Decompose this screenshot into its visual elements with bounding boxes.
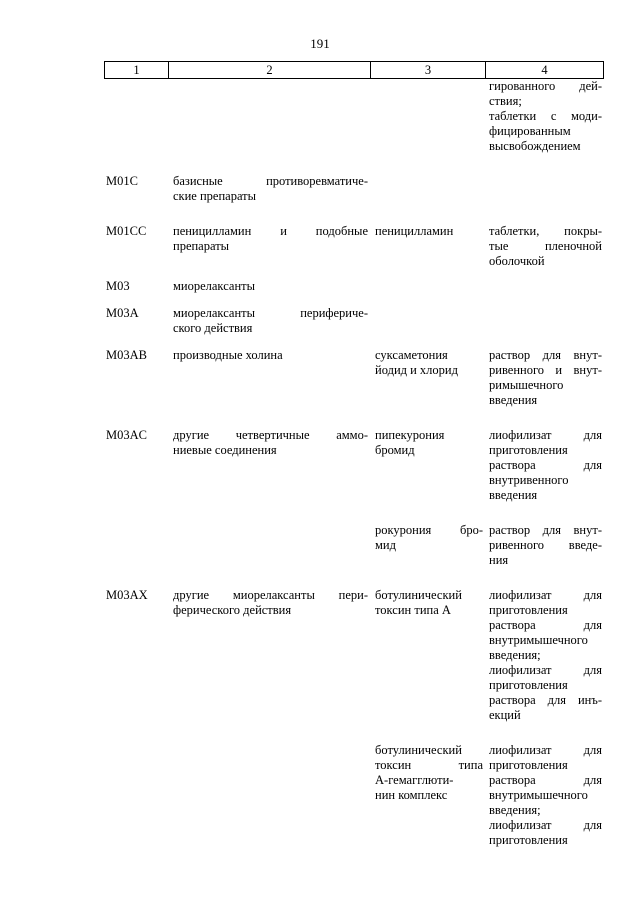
drug-name-line: мид	[375, 538, 396, 552]
drug-name-line: пипекурония	[375, 428, 445, 442]
cell-dosage-form	[485, 588, 604, 723]
drug-name-line: суксаметония	[375, 348, 448, 362]
dosage-form-line: приготовления	[489, 678, 568, 692]
ATC-code-line: M03A	[106, 306, 139, 320]
table-header	[104, 61, 604, 79]
dosage-form-line: введения;	[489, 803, 541, 817]
table-row	[104, 174, 604, 204]
dosage-form-line: ривенного и внут-	[489, 363, 602, 377]
dosage-form-line: приготовления	[489, 443, 568, 457]
dosage-form-line: римышечного	[489, 378, 564, 392]
table-row	[104, 348, 604, 408]
cell-drug-name	[370, 174, 485, 204]
drug-name-line: рокурония бро-	[375, 523, 483, 537]
table-row	[104, 79, 604, 154]
dosage-form-line: внутривенного	[489, 473, 569, 487]
dosage-form-line: оболочкой	[489, 254, 545, 268]
table-row	[104, 743, 604, 848]
group-name-line: препараты	[173, 239, 230, 253]
drug-name-line: пеницилламин	[375, 224, 454, 238]
header-col-1: 1	[104, 62, 168, 78]
table-row	[104, 306, 604, 336]
ATC-code-line: M03AX	[106, 588, 148, 602]
dosage-form-line: введения;	[489, 648, 541, 662]
dosage-form-line: лиофилизат для	[489, 428, 602, 442]
cell-ATC-code	[104, 306, 168, 336]
dosage-form-line: раствора для	[489, 458, 602, 472]
cell-drug-name	[370, 743, 485, 848]
dosage-form-line: ния	[489, 553, 509, 567]
drug-name-line: токсин типа	[375, 758, 483, 772]
cell-drug-name	[370, 79, 485, 154]
group-name-line: пеницилламин и подобные	[173, 224, 368, 238]
cell-dosage-form	[485, 743, 604, 848]
group-name-line: производные холина	[173, 348, 283, 362]
dosage-form-line: раствора для инъ-	[489, 693, 602, 707]
group-name-line: миорелаксанты	[173, 279, 255, 293]
cell-ATC-code	[104, 588, 168, 723]
dosage-form-line: внутримышечного	[489, 633, 588, 647]
ATC-code-line: M03AB	[106, 348, 147, 362]
table-row	[104, 588, 604, 723]
cell-group-name	[168, 79, 370, 154]
drug-name-line: нин комплекс	[375, 788, 448, 802]
header-col-4: 4	[485, 62, 604, 78]
table-row	[104, 224, 604, 269]
cell-dosage-form	[485, 79, 604, 154]
cell-dosage-form	[485, 174, 604, 204]
cell-dosage-form	[485, 428, 604, 503]
dosage-form-line: лиофилизат для	[489, 743, 602, 757]
dosage-form-line: фицированным	[489, 124, 571, 138]
cell-ATC-code	[104, 743, 168, 848]
cell-drug-name	[370, 224, 485, 269]
cell-ATC-code	[104, 279, 168, 294]
group-name-line: другие четвертичные аммо-	[173, 428, 368, 442]
table-row	[104, 279, 604, 294]
cell-group-name	[168, 743, 370, 848]
cell-group-name	[168, 224, 370, 269]
dosage-form-line: ствия;	[489, 94, 522, 108]
dosage-form-line: раствора для	[489, 618, 602, 632]
header-col-3: 3	[370, 62, 485, 78]
ATC-code-line: M03AC	[106, 428, 147, 442]
dosage-form-line: введения	[489, 488, 538, 502]
cell-drug-name	[370, 306, 485, 336]
cell-ATC-code	[104, 174, 168, 204]
dosage-form-line: тые пленочной	[489, 239, 602, 253]
cell-group-name	[168, 588, 370, 723]
drug-name-line: ботулинический	[375, 743, 462, 757]
group-name-line: ского действия	[173, 321, 253, 335]
cell-ATC-code	[104, 523, 168, 568]
group-name-line: ниевые соединения	[173, 443, 277, 457]
table-body	[104, 79, 604, 848]
drug-name-line: бромид	[375, 443, 415, 457]
drug-name-line: ботулинический	[375, 588, 462, 602]
cell-dosage-form	[485, 306, 604, 336]
cell-group-name	[168, 523, 370, 568]
cell-ATC-code	[104, 79, 168, 154]
dosage-form-line: приготовления	[489, 758, 568, 772]
ATC-code-line: M03	[106, 279, 130, 293]
dosage-form-line: раствор для внут-	[489, 523, 602, 537]
dosage-form-line: таблетки с моди-	[489, 109, 602, 123]
drug-name-line: токсин типа А	[375, 603, 451, 617]
cell-group-name	[168, 279, 370, 294]
cell-drug-name	[370, 523, 485, 568]
dosage-form-line: введения	[489, 393, 538, 407]
cell-dosage-form	[485, 224, 604, 269]
cell-group-name	[168, 306, 370, 336]
page-number: 191	[310, 36, 330, 51]
dosage-form-line: приготовления	[489, 603, 568, 617]
dosage-form-line: приготовления	[489, 833, 568, 847]
dosage-form-line: внутримышечного	[489, 788, 588, 802]
group-name-line: базисные противоревматиче-	[173, 174, 368, 188]
dosage-form-line: ривенного введе-	[489, 538, 602, 552]
drug-table	[104, 61, 604, 848]
cell-drug-name	[370, 348, 485, 408]
header-col-2: 2	[168, 62, 370, 78]
group-name-line: миорелаксанты периферичe-	[173, 306, 368, 320]
cell-group-name	[168, 348, 370, 408]
drug-name-line: йодид и хлорид	[375, 363, 458, 377]
cell-dosage-form	[485, 523, 604, 568]
group-name-line: ферического действия	[173, 603, 292, 617]
cell-drug-name	[370, 588, 485, 723]
cell-group-name	[168, 174, 370, 204]
dosage-form-line: лиофилизат для	[489, 818, 602, 832]
dosage-form-line: екций	[489, 708, 521, 722]
drug-name-line: А-гемагглюти-	[375, 773, 454, 787]
table-row	[104, 523, 604, 568]
cell-drug-name	[370, 279, 485, 294]
cell-ATC-code	[104, 224, 168, 269]
dosage-form-line: лиофилизат для	[489, 663, 602, 677]
cell-dosage-form	[485, 348, 604, 408]
group-name-line: другие миорелаксанты пери-	[173, 588, 368, 602]
cell-dosage-form	[485, 279, 604, 294]
ATC-code-line: M01CC	[106, 224, 147, 238]
ATC-code-line: M01C	[106, 174, 138, 188]
dosage-form-line: лиофилизат для	[489, 588, 602, 602]
cell-ATC-code	[104, 348, 168, 408]
table-row	[104, 428, 604, 503]
cell-ATC-code	[104, 428, 168, 503]
dosage-form-line: таблетки, покры-	[489, 224, 602, 238]
dosage-form-line: раствор для внут-	[489, 348, 602, 362]
dosage-form-line: раствора для	[489, 773, 602, 787]
cell-drug-name	[370, 428, 485, 503]
dosage-form-line: гированного дей-	[489, 79, 602, 93]
group-name-line: ские препараты	[173, 189, 257, 203]
cell-group-name	[168, 428, 370, 503]
dosage-form-line: высвобождением	[489, 139, 581, 153]
